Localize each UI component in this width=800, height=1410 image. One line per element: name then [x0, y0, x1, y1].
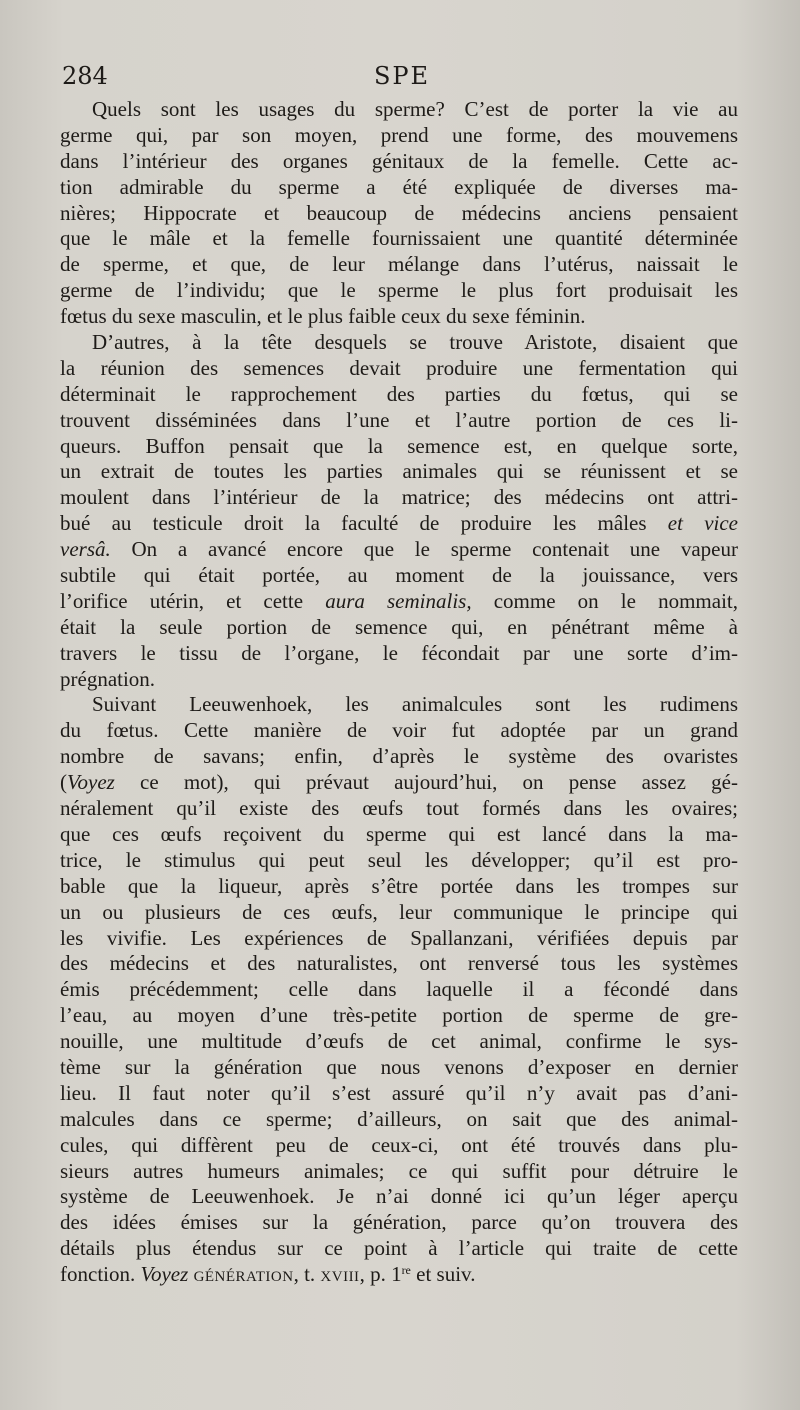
text-line: sieurs autres humeurs animales; ce qui suffit pour détruire le: [60, 1158, 738, 1183]
text-run: (: [60, 770, 67, 795]
text-run: aura seminalis,: [325, 588, 472, 613]
text-line: moulent dans l’intérieur de la matrice; des médecins ont attri-: [60, 485, 738, 510]
text-line: lieu. Il faut noter qu’il s’est assuré qu’il n’y avait pas d’ani-: [60, 1080, 738, 1105]
text-line: Quels sont les usages du sperme? C’est de porter la vie au: [92, 97, 738, 121]
text-line: de sperme, et que, de leur mélange dans l’utérus, naissait le: [60, 252, 738, 277]
text-line: malcules dans ce sperme; d’ailleurs, on sait que des animal-: [60, 1106, 738, 1131]
text-run: l’orifice utérin, et cette: [60, 588, 326, 613]
text-run: versâ.: [60, 537, 111, 562]
text-run: xviii: [320, 1262, 360, 1287]
text-run: génération: [193, 1262, 294, 1287]
text-line: [60, 770, 738, 796]
text-line: germe qui, par son moyen, prend une forme, des mouvemens: [60, 122, 738, 147]
text-run: , t.: [293, 1262, 321, 1287]
running-head: SPE: [373, 62, 431, 90]
text-line: système de Leeuwenhoek. Je n’ai donné ici qu’un léger aperçu: [60, 1184, 738, 1209]
text-line: des médecins et des naturalistes, ont renversé tous les systèmes: [60, 951, 738, 976]
text-line: cules, qui diffèrent peu de ceux-ci, ont été trouvés dans plu-: [60, 1132, 738, 1157]
text-line: que ces œufs reçoivent du sperme qui est lancé dans la ma-: [60, 821, 738, 846]
text-line: [60, 537, 738, 563]
text-run: , p. 1: [359, 1262, 402, 1287]
text-line: la réunion des semences devait produire une fermentation qui: [60, 355, 738, 380]
text-run: re: [401, 1263, 411, 1278]
text-line: nouille, une multitude d’œufs de cet animal, confirme le sys-: [60, 1029, 738, 1054]
text-line: subtile qui était portée, au moment de la jouissance, vers: [60, 563, 738, 588]
text-line: [60, 589, 738, 615]
text-line: queurs. Buffon pensait que la semence est, en quelque sorte,: [60, 433, 738, 458]
text-line: déterminait le rapprochement des parties du fœtus, qui se: [60, 381, 738, 406]
text-run: bué au testicule droit la faculté de produire les mâles: [60, 511, 668, 536]
text-line: tion admirable du sperme a été expliquée de diverses ma-: [60, 174, 738, 199]
text-line: nières; Hippocrate et beaucoup de médecins anciens pensaient: [60, 200, 738, 225]
text-line: travers le tissu de l’organe, le fécondait par une sorte d’im-: [60, 640, 738, 665]
text-run: et suiv.: [410, 1262, 476, 1287]
text-line: était la seule portion de semence qui, en pénétrant même à: [60, 614, 738, 639]
text-line: prégnation.: [60, 666, 156, 691]
text-line: [60, 1262, 738, 1288]
page-number: 284: [62, 62, 108, 90]
text-run: fonction.: [60, 1262, 141, 1287]
text-run: Voyez: [140, 1262, 189, 1287]
text-line: un extrait de toutes les parties animales qui se réunissent et se: [60, 459, 738, 484]
page-header: [62, 62, 742, 96]
text-line: [60, 511, 738, 537]
text-line: tème sur la génération que nous venons d’exposer en dernier: [60, 1054, 738, 1079]
text-line: D’autres, à la tête desquels se trouve Aristote, disaient que: [92, 330, 738, 355]
text-line: trice, le stimulus qui peut seul les développer; qu’il est pro-: [60, 847, 738, 872]
text-line: néralement qu’il existe des œufs tout formés dans les ovaires;: [60, 796, 738, 821]
text-line: détails plus étendus sur ce point à l’article qui traite de cette: [60, 1236, 738, 1261]
text-line: nombre de savans; enfin, d’après le système des ovaristes: [60, 744, 738, 769]
text-line: un ou plusieurs de ces œufs, leur communique le principe qui: [60, 899, 738, 924]
text-line: du fœtus. Cette manière de voir fut adoptée par un grand: [60, 718, 738, 743]
text-line: fœtus du sexe masculin, et le plus faible ceux du sexe féminin.: [60, 304, 586, 329]
body-text: [60, 97, 738, 1288]
text-line: des idées émises sur la génération, parce qu’on trouvera des: [60, 1210, 738, 1235]
text-run: comme on le nommait,: [471, 588, 738, 613]
text-line: que le mâle et la femelle fournissaient une quantité déterminée: [60, 226, 738, 251]
text-run: On a avancé encore que le sperme contenait une vapeur: [110, 537, 738, 562]
text-line: les vivifie. Les expériences de Spallanzani, vérifiées depuis par: [60, 925, 738, 950]
text-run: Voyez: [67, 770, 115, 795]
text-line: germe de l’individu; que le sperme le plus fort produisait les: [60, 278, 738, 303]
text-run: ce mot), qui prévaut aujourd’hui, on pense assez gé-: [114, 770, 738, 795]
text-line: Suivant Leeuwenhoek, les animalcules sont les rudimens: [92, 692, 738, 717]
text-line: émis précédemment; celle dans laquelle il a fécondé dans: [60, 977, 738, 1002]
text-line: l’eau, au moyen d’une très-petite portion de sperme de gre-: [60, 1003, 738, 1028]
text-run: et vice: [667, 511, 738, 536]
text-line: dans l’intérieur des organes génitaux de la femelle. Cette ac-: [60, 148, 738, 173]
text-line: trouvent disséminées dans l’une et l’autre portion de ces li-: [60, 407, 738, 432]
text-line: bable que la liqueur, après s’être portée dans les trompes sur: [60, 873, 738, 898]
